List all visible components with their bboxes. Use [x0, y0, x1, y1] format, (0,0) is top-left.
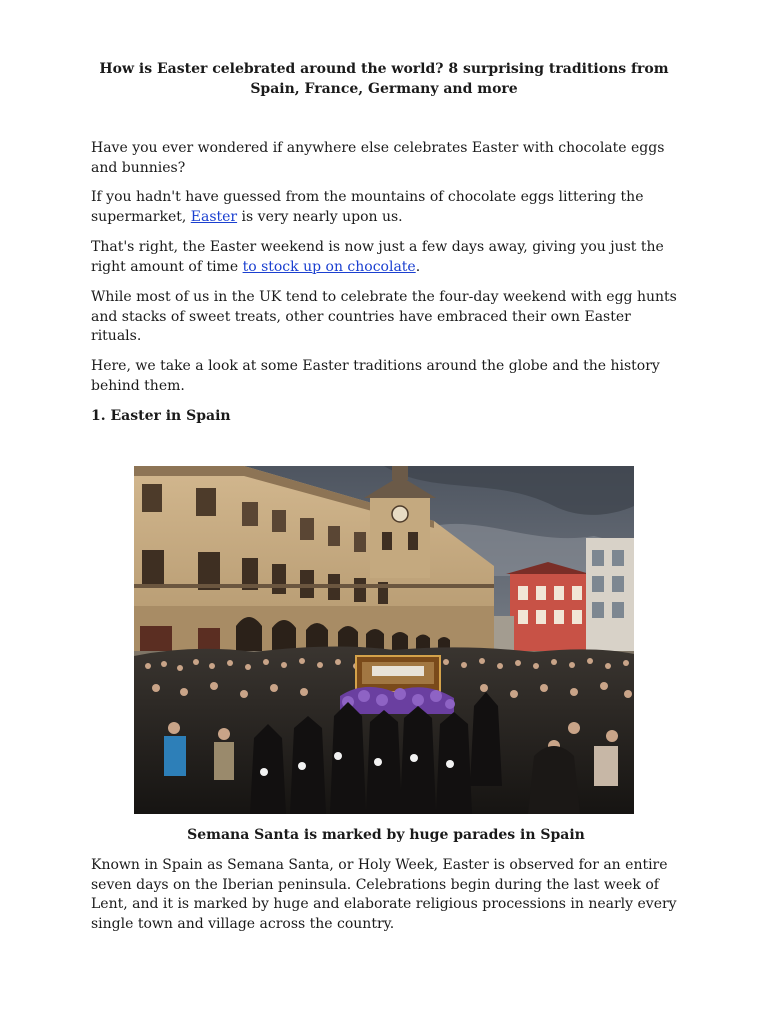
paragraph-weekend [91, 238, 681, 277]
paragraph-text: . [415, 258, 421, 275]
paragraph-globe: Here, we take a look at some Easter traditions around the globe and the history behind them. [91, 358, 660, 394]
intro-paragraph: Have you ever wondered if anywhere else celebrates Easter with chocolate eggs and bunnies? [91, 140, 665, 176]
photo-caption: Semana Santa is marked by huge parades in Spain [187, 827, 585, 843]
section-heading-spain: 1. Easter in Spain [91, 408, 231, 424]
paragraph-semana-santa: Known in Spain as Semana Santa, or Holy Week, Easter is observed for an entire seven days on the Iberian peninsula. Celebrations begin during the last week of Lent, and it is marked by huge and elaborate religious processions in nearly every single town and village across the country. [91, 857, 677, 932]
paragraph-text: That's right, the Easter weekend is now just a few days away, giving you just the right amount of time [91, 239, 664, 275]
paragraph-supermarket [91, 188, 681, 227]
paragraph-text: is very nearly upon us. [237, 208, 403, 225]
easter-link[interactable]: Easter [190, 208, 238, 225]
article-title: How is Easter celebrated around the world? 8 surprising traditions from Spain, France, Germany and more [99, 61, 669, 97]
stock-up-chocolate-link[interactable]: to stock up on chocolate [242, 258, 416, 275]
semana-santa-photo [134, 466, 634, 814]
paragraph-uk-traditions: While most of us in the UK tend to celebrate the four-day weekend with egg hunts and stacks of sweet treats, other countries have embraced their own Easter rituals. [91, 289, 677, 344]
paragraph-text: If you hadn't have guessed from the mountains of chocolate eggs littering the supermarket, [91, 189, 644, 225]
